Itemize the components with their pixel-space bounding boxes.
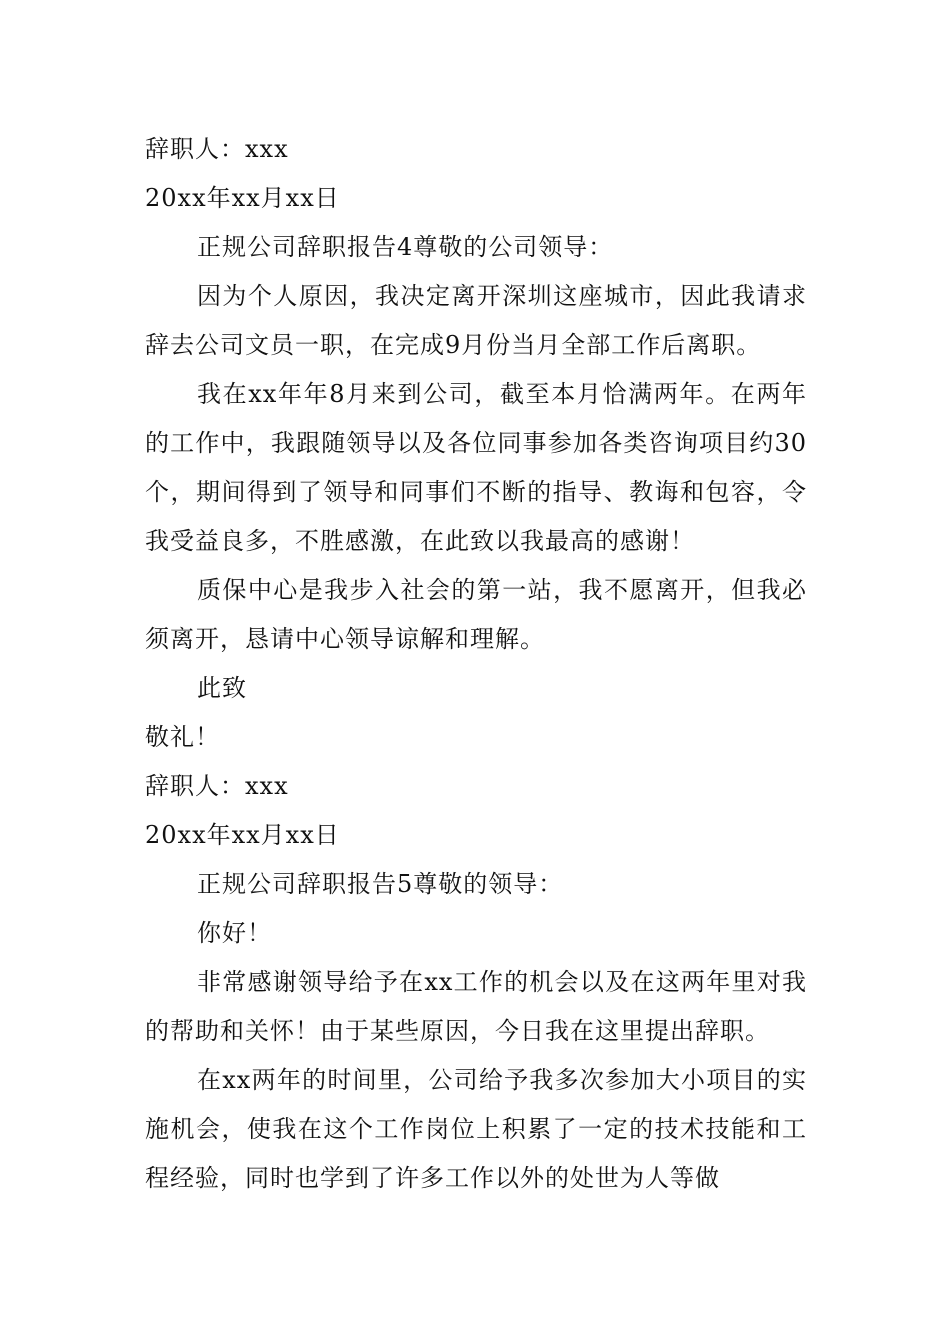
signature-date-2: 20xx年xx月xx日 (145, 821, 340, 849)
letter-5-heading: 正规公司辞职报告5尊敬的领导： (197, 870, 564, 898)
signature-date: 20xx年xx月xx日 (145, 184, 340, 212)
letter-4-paragraph-reason: 因为个人原因，我决定离开深圳这座城市，因此我请求辞去公司文员一职，在完成9月份当月全部工作后离职。 (145, 282, 807, 359)
resigner-signature-2: 辞职人：xxx (145, 772, 289, 800)
salutation-closing: 此致 (197, 674, 247, 702)
letter-5-paragraph-experience: 在xx两年的时间里，公司给予我多次参加大小项目的实施机会，使我在这个工作岗位上积累了一定的技术技能和工程经验，同时也学到了许多工作以外的处世为人等做 (145, 1066, 807, 1192)
letter-4-paragraph-closing: 质保中心是我步入社会的第一站，我不愿离开，但我必须离开，恳请中心领导谅解和理解。 (145, 576, 807, 653)
letter-5-greeting: 你好！ (197, 919, 272, 947)
letter-5-paragraph-thanks: 非常感谢领导给予在xx工作的机会以及在这两年里对我的帮助和关怀！由于某些原因，今日我在这里提出辞职。 (145, 968, 807, 1045)
salutation-respect: 敬礼！ (145, 723, 220, 751)
document-body (145, 125, 807, 1203)
letter-4-paragraph-experience: 我在xx年年8月来到公司，截至本月恰满两年。在两年的工作中，我跟随领导以及各位同事参加各类咨询项目约30个，期间得到了领导和同事们不断的指导、教诲和包容，令我受益良多，不胜感激，在此致以我最高的感谢！ (145, 380, 807, 555)
resigner-signature: 辞职人：xxx (145, 135, 289, 163)
letter-4-heading: 正规公司辞职报告4尊敬的公司领导： (197, 233, 614, 261)
